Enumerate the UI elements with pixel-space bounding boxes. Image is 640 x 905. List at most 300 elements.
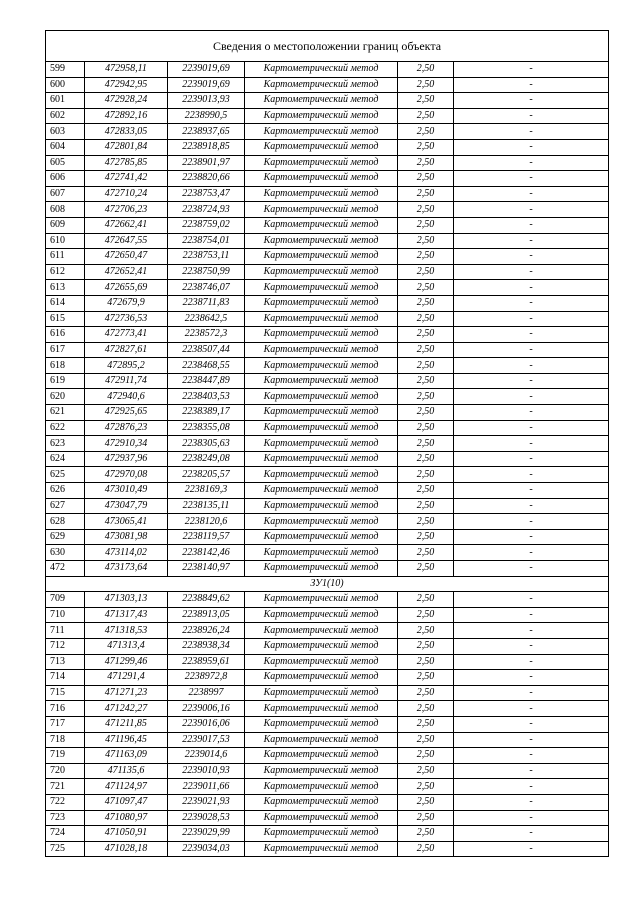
note-cell: -	[454, 529, 609, 545]
table-row	[46, 623, 609, 639]
accuracy-cell: 2,50	[398, 467, 454, 483]
method-cell: Картометрический метод	[245, 451, 398, 467]
coordinate-y-cell: 2238724,93	[168, 202, 245, 218]
note-cell: -	[454, 186, 609, 202]
point-number-cell: 721	[46, 779, 85, 795]
note-cell: -	[454, 841, 609, 857]
accuracy-cell: 2,50	[398, 732, 454, 748]
coordinate-x-cell: 471317,43	[85, 607, 168, 623]
table-row	[46, 826, 609, 842]
coordinate-x-cell: 471303,13	[85, 592, 168, 608]
coordinate-y-cell: 2239028,53	[168, 810, 245, 826]
method-cell: Картометрический метод	[245, 716, 398, 732]
accuracy-cell: 2,50	[398, 748, 454, 764]
coordinate-y-cell: 2238759,02	[168, 217, 245, 233]
coordinate-y-cell: 2238120,6	[168, 514, 245, 530]
point-number-cell: 628	[46, 514, 85, 530]
coordinate-x-cell: 472925,65	[85, 405, 168, 421]
note-cell: -	[454, 373, 609, 389]
method-cell: Картометрический метод	[245, 373, 398, 389]
coordinate-x-cell: 472710,24	[85, 186, 168, 202]
point-number-cell: 620	[46, 389, 85, 405]
note-cell: -	[454, 623, 609, 639]
accuracy-cell: 2,50	[398, 233, 454, 249]
note-cell: -	[454, 451, 609, 467]
accuracy-cell: 2,50	[398, 108, 454, 124]
coordinate-x-cell: 472911,74	[85, 373, 168, 389]
note-cell: -	[454, 498, 609, 514]
section-row	[46, 576, 609, 592]
coordinate-x-cell: 472773,41	[85, 327, 168, 343]
coordinate-y-cell: 2238389,17	[168, 405, 245, 421]
accuracy-cell: 2,50	[398, 716, 454, 732]
table-row	[46, 748, 609, 764]
accuracy-cell: 2,50	[398, 139, 454, 155]
note-cell: -	[454, 264, 609, 280]
table-row	[46, 202, 609, 218]
table-row	[46, 249, 609, 265]
note-cell: -	[454, 638, 609, 654]
note-cell: -	[454, 202, 609, 218]
point-number-cell: 724	[46, 826, 85, 842]
method-cell: Картометрический метод	[245, 701, 398, 717]
coordinate-y-cell: 2238572,3	[168, 327, 245, 343]
note-cell: -	[454, 420, 609, 436]
method-cell: Картометрический метод	[245, 748, 398, 764]
method-cell: Картометрический метод	[245, 186, 398, 202]
note-cell: -	[454, 592, 609, 608]
note-cell: -	[454, 77, 609, 93]
method-cell: Картометрический метод	[245, 280, 398, 296]
point-number-cell: 719	[46, 748, 85, 764]
note-cell: -	[454, 654, 609, 670]
coordinate-x-cell: 472833,05	[85, 124, 168, 140]
method-cell: Картометрический метод	[245, 171, 398, 187]
note-cell: -	[454, 249, 609, 265]
table-row	[46, 264, 609, 280]
note-cell: -	[454, 826, 609, 842]
point-number-cell: 624	[46, 451, 85, 467]
coordinate-x-cell: 472650,47	[85, 249, 168, 265]
accuracy-cell: 2,50	[398, 436, 454, 452]
method-cell: Картометрический метод	[245, 389, 398, 405]
coordinate-y-cell: 2238746,07	[168, 280, 245, 296]
point-number-cell: 610	[46, 233, 85, 249]
method-cell: Картометрический метод	[245, 483, 398, 499]
table-row	[46, 701, 609, 717]
table-row	[46, 280, 609, 296]
accuracy-cell: 2,50	[398, 623, 454, 639]
table-row	[46, 654, 609, 670]
point-number-cell: 600	[46, 77, 85, 93]
note-cell: -	[454, 389, 609, 405]
table-row	[46, 171, 609, 187]
coordinate-y-cell: 2238754,01	[168, 233, 245, 249]
coordinate-x-cell: 472876,23	[85, 420, 168, 436]
coordinate-y-cell: 2238820,66	[168, 171, 245, 187]
note-cell: -	[454, 233, 609, 249]
coordinate-x-cell: 472937,96	[85, 451, 168, 467]
coordinate-x-cell: 472706,23	[85, 202, 168, 218]
point-number-cell: 614	[46, 295, 85, 311]
coordinate-x-cell: 473010,49	[85, 483, 168, 499]
point-number-cell: 709	[46, 592, 85, 608]
table-row	[46, 716, 609, 732]
coordinate-x-cell: 472827,61	[85, 342, 168, 358]
note-cell: -	[454, 436, 609, 452]
note-cell: -	[454, 295, 609, 311]
accuracy-cell: 2,50	[398, 295, 454, 311]
note-cell: -	[454, 561, 609, 577]
table-row	[46, 217, 609, 233]
coordinate-x-cell: 472928,24	[85, 93, 168, 109]
accuracy-cell: 2,50	[398, 202, 454, 218]
note-cell: -	[454, 607, 609, 623]
point-number-cell: 722	[46, 794, 85, 810]
point-number-cell: 710	[46, 607, 85, 623]
coordinate-y-cell: 2239016,06	[168, 716, 245, 732]
method-cell: Картометрический метод	[245, 108, 398, 124]
note-cell: -	[454, 701, 609, 717]
coordinate-x-cell: 473114,02	[85, 545, 168, 561]
accuracy-cell: 2,50	[398, 654, 454, 670]
method-cell: Картометрический метод	[245, 514, 398, 530]
table-row	[46, 545, 609, 561]
coordinate-x-cell: 472679,9	[85, 295, 168, 311]
method-cell: Картометрический метод	[245, 732, 398, 748]
point-number-cell: 604	[46, 139, 85, 155]
coordinate-x-cell: 472655,69	[85, 280, 168, 296]
coordinate-y-cell: 2238750,99	[168, 264, 245, 280]
note-cell: -	[454, 716, 609, 732]
table-row	[46, 327, 609, 343]
coordinate-x-cell: 471135,6	[85, 763, 168, 779]
coordinate-x-cell: 472662,41	[85, 217, 168, 233]
coordinate-y-cell: 2238249,08	[168, 451, 245, 467]
accuracy-cell: 2,50	[398, 373, 454, 389]
method-cell: Картометрический метод	[245, 529, 398, 545]
method-cell: Картометрический метод	[245, 467, 398, 483]
table-row	[46, 186, 609, 202]
method-cell: Картометрический метод	[245, 139, 398, 155]
coordinate-x-cell: 472741,42	[85, 171, 168, 187]
coordinate-y-cell: 2238990,5	[168, 108, 245, 124]
coordinate-x-cell: 472736,53	[85, 311, 168, 327]
note-cell: -	[454, 124, 609, 140]
note-cell: -	[454, 685, 609, 701]
point-number-cell: 629	[46, 529, 85, 545]
point-number-cell: 717	[46, 716, 85, 732]
point-number-cell: 605	[46, 155, 85, 171]
coordinate-x-cell: 471196,45	[85, 732, 168, 748]
note-cell: -	[454, 732, 609, 748]
accuracy-cell: 2,50	[398, 451, 454, 467]
coordinate-x-cell: 473065,41	[85, 514, 168, 530]
method-cell: Картометрический метод	[245, 405, 398, 421]
coordinate-x-cell: 472940,6	[85, 389, 168, 405]
table-row	[46, 483, 609, 499]
method-cell: Картометрический метод	[245, 498, 398, 514]
accuracy-cell: 2,50	[398, 638, 454, 654]
note-cell: -	[454, 108, 609, 124]
table-row	[46, 451, 609, 467]
accuracy-cell: 2,50	[398, 498, 454, 514]
table-row	[46, 529, 609, 545]
table-row	[46, 685, 609, 701]
accuracy-cell: 2,50	[398, 763, 454, 779]
table-row	[46, 841, 609, 857]
accuracy-cell: 2,50	[398, 810, 454, 826]
coordinate-y-cell: 2238507,44	[168, 342, 245, 358]
coordinate-x-cell: 471318,53	[85, 623, 168, 639]
method-cell: Картометрический метод	[245, 670, 398, 686]
point-number-cell: 715	[46, 685, 85, 701]
accuracy-cell: 2,50	[398, 826, 454, 842]
note-cell: -	[454, 670, 609, 686]
coordinate-y-cell: 2238403,53	[168, 389, 245, 405]
coordinate-y-cell: 2238913,05	[168, 607, 245, 623]
point-number-cell: 612	[46, 264, 85, 280]
table-row	[46, 342, 609, 358]
table-row	[46, 373, 609, 389]
method-cell: Картометрический метод	[245, 295, 398, 311]
coordinate-y-cell: 2239014,6	[168, 748, 245, 764]
note-cell: -	[454, 155, 609, 171]
point-number-cell: 622	[46, 420, 85, 436]
accuracy-cell: 2,50	[398, 841, 454, 857]
note-cell: -	[454, 514, 609, 530]
point-number-cell: 720	[46, 763, 85, 779]
point-number-cell: 623	[46, 436, 85, 452]
accuracy-cell: 2,50	[398, 514, 454, 530]
method-cell: Картометрический метод	[245, 202, 398, 218]
point-number-cell: 601	[46, 93, 85, 109]
point-number-cell: 613	[46, 280, 85, 296]
table-row	[46, 467, 609, 483]
point-number-cell: 606	[46, 171, 85, 187]
note-cell: -	[454, 779, 609, 795]
coordinate-y-cell: 2239010,93	[168, 763, 245, 779]
table-row	[46, 233, 609, 249]
coordinate-y-cell: 2238849,62	[168, 592, 245, 608]
point-number-cell: 627	[46, 498, 85, 514]
method-cell: Картометрический метод	[245, 327, 398, 343]
note-cell: -	[454, 217, 609, 233]
method-cell: Картометрический метод	[245, 93, 398, 109]
coordinate-y-cell: 2238169,3	[168, 483, 245, 499]
accuracy-cell: 2,50	[398, 171, 454, 187]
method-cell: Картометрический метод	[245, 592, 398, 608]
coordinate-x-cell: 472970,08	[85, 467, 168, 483]
method-cell: Картометрический метод	[245, 561, 398, 577]
accuracy-cell: 2,50	[398, 93, 454, 109]
accuracy-cell: 2,50	[398, 342, 454, 358]
coordinate-x-cell: 471211,85	[85, 716, 168, 732]
accuracy-cell: 2,50	[398, 155, 454, 171]
accuracy-cell: 2,50	[398, 327, 454, 343]
accuracy-cell: 2,50	[398, 529, 454, 545]
coordinate-x-cell: 473047,79	[85, 498, 168, 514]
method-cell: Картометрический метод	[245, 763, 398, 779]
accuracy-cell: 2,50	[398, 561, 454, 577]
boundary-table-sheet	[45, 30, 608, 857]
method-cell: Картометрический метод	[245, 545, 398, 561]
point-number-cell: 611	[46, 249, 85, 265]
accuracy-cell: 2,50	[398, 77, 454, 93]
note-cell: -	[454, 483, 609, 499]
method-cell: Картометрический метод	[245, 685, 398, 701]
point-number-cell: 617	[46, 342, 85, 358]
method-cell: Картометрический метод	[245, 77, 398, 93]
point-number-cell: 625	[46, 467, 85, 483]
coordinate-x-cell: 472910,34	[85, 436, 168, 452]
coordinate-x-cell: 471271,23	[85, 685, 168, 701]
point-number-cell: 608	[46, 202, 85, 218]
coordinate-x-cell: 471028,18	[85, 841, 168, 857]
table-title-row	[46, 31, 609, 62]
note-cell: -	[454, 748, 609, 764]
coordinate-y-cell: 2238135,11	[168, 498, 245, 514]
point-number-cell: 630	[46, 545, 85, 561]
table-row	[46, 498, 609, 514]
method-cell: Картометрический метод	[245, 342, 398, 358]
method-cell: Картометрический метод	[245, 841, 398, 857]
table-row	[46, 93, 609, 109]
note-cell: -	[454, 545, 609, 561]
section-label: ЗУ1(10)	[46, 576, 609, 592]
table-row	[46, 810, 609, 826]
accuracy-cell: 2,50	[398, 264, 454, 280]
method-cell: Картометрический метод	[245, 155, 398, 171]
point-number-cell: 599	[46, 62, 85, 78]
note-cell: -	[454, 358, 609, 374]
note-cell: -	[454, 467, 609, 483]
coordinate-y-cell: 2238753,11	[168, 249, 245, 265]
accuracy-cell: 2,50	[398, 420, 454, 436]
coordinate-y-cell: 2238140,97	[168, 561, 245, 577]
coordinate-x-cell: 472958,11	[85, 62, 168, 78]
accuracy-cell: 2,50	[398, 62, 454, 78]
accuracy-cell: 2,50	[398, 124, 454, 140]
method-cell: Картометрический метод	[245, 217, 398, 233]
table-row	[46, 561, 609, 577]
method-cell: Картометрический метод	[245, 420, 398, 436]
note-cell: -	[454, 311, 609, 327]
coordinate-x-cell: 473081,98	[85, 529, 168, 545]
table-row	[46, 295, 609, 311]
coordinate-y-cell: 2238355,08	[168, 420, 245, 436]
table-row	[46, 607, 609, 623]
table-row	[46, 62, 609, 78]
point-number-cell: 603	[46, 124, 85, 140]
accuracy-cell: 2,50	[398, 186, 454, 202]
coordinate-y-cell: 2238938,34	[168, 638, 245, 654]
accuracy-cell: 2,50	[398, 280, 454, 296]
note-cell: -	[454, 62, 609, 78]
coordinate-y-cell: 2239019,69	[168, 62, 245, 78]
coordinate-x-cell: 472942,95	[85, 77, 168, 93]
accuracy-cell: 2,50	[398, 685, 454, 701]
accuracy-cell: 2,50	[398, 607, 454, 623]
coordinate-y-cell: 2238926,24	[168, 623, 245, 639]
method-cell: Картометрический метод	[245, 826, 398, 842]
coordinate-y-cell: 2239006,16	[168, 701, 245, 717]
note-cell: -	[454, 327, 609, 343]
accuracy-cell: 2,50	[398, 389, 454, 405]
table-row	[46, 108, 609, 124]
method-cell: Картометрический метод	[245, 62, 398, 78]
coordinate-y-cell: 2239029,99	[168, 826, 245, 842]
note-cell: -	[454, 763, 609, 779]
accuracy-cell: 2,50	[398, 779, 454, 795]
table-row	[46, 311, 609, 327]
coordinate-x-cell: 473173,64	[85, 561, 168, 577]
table-row	[46, 124, 609, 140]
table-row	[46, 389, 609, 405]
coordinate-x-cell: 471291,4	[85, 670, 168, 686]
coordinate-x-cell: 472895,2	[85, 358, 168, 374]
method-cell: Картометрический метод	[245, 124, 398, 140]
coordinate-x-cell: 472892,16	[85, 108, 168, 124]
note-cell: -	[454, 794, 609, 810]
table-row	[46, 358, 609, 374]
point-number-cell: 714	[46, 670, 85, 686]
coordinate-y-cell: 2238937,65	[168, 124, 245, 140]
coordinate-y-cell: 2238142,46	[168, 545, 245, 561]
accuracy-cell: 2,50	[398, 311, 454, 327]
table-row	[46, 638, 609, 654]
note-cell: -	[454, 139, 609, 155]
point-number-cell: 607	[46, 186, 85, 202]
note-cell: -	[454, 810, 609, 826]
coordinate-y-cell: 2238642,5	[168, 311, 245, 327]
point-number-cell: 619	[46, 373, 85, 389]
table-row	[46, 77, 609, 93]
point-number-cell: 723	[46, 810, 85, 826]
coordinate-y-cell: 2238753,47	[168, 186, 245, 202]
coordinate-y-cell: 2238447,89	[168, 373, 245, 389]
coordinate-x-cell: 471242,27	[85, 701, 168, 717]
point-number-cell: 711	[46, 623, 85, 639]
point-number-cell: 718	[46, 732, 85, 748]
table-row	[46, 732, 609, 748]
coordinate-y-cell: 2238972,8	[168, 670, 245, 686]
point-number-cell: 618	[46, 358, 85, 374]
coordinate-x-cell: 471299,46	[85, 654, 168, 670]
table-row	[46, 155, 609, 171]
method-cell: Картометрический метод	[245, 233, 398, 249]
accuracy-cell: 2,50	[398, 794, 454, 810]
coordinate-y-cell: 2238711,83	[168, 295, 245, 311]
coordinate-y-cell: 2239034,03	[168, 841, 245, 857]
method-cell: Картометрический метод	[245, 264, 398, 280]
note-cell: -	[454, 342, 609, 358]
coordinate-x-cell: 472647,55	[85, 233, 168, 249]
coordinate-y-cell: 2238468,55	[168, 358, 245, 374]
method-cell: Картометрический метод	[245, 436, 398, 452]
coordinate-x-cell: 471124,97	[85, 779, 168, 795]
table-title: Сведения о местоположении границ объекта	[46, 31, 609, 62]
point-number-cell: 716	[46, 701, 85, 717]
coordinate-y-cell: 2238205,57	[168, 467, 245, 483]
table-row	[46, 794, 609, 810]
accuracy-cell: 2,50	[398, 405, 454, 421]
point-number-cell: 621	[46, 405, 85, 421]
accuracy-cell: 2,50	[398, 592, 454, 608]
coordinate-x-cell: 471050,91	[85, 826, 168, 842]
method-cell: Картометрический метод	[245, 810, 398, 826]
method-cell: Картометрический метод	[245, 358, 398, 374]
